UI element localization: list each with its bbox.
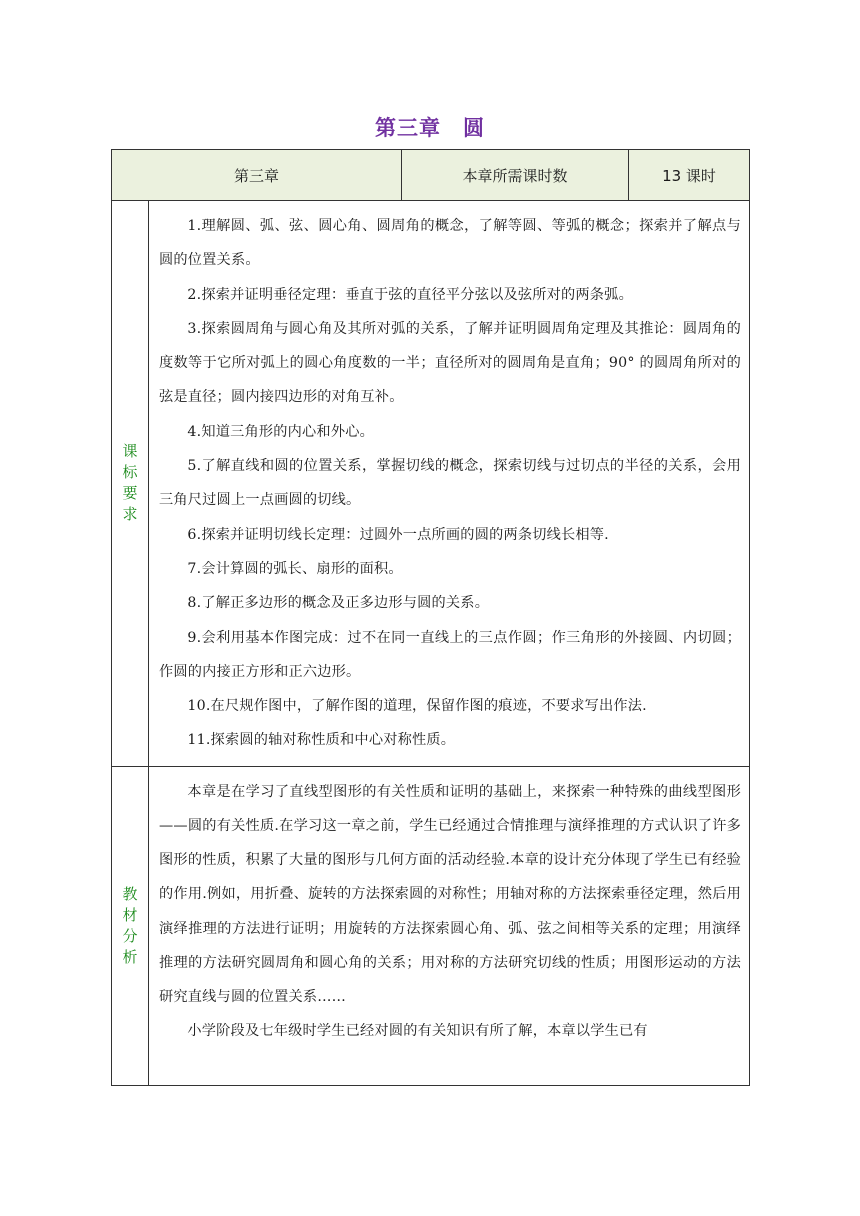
requirement-item: 11.探索圆的轴对称性质和中心对称性质。 — [187, 732, 456, 749]
page-title: 第三章 圆 — [375, 116, 485, 140]
analysis-paragraph: 小学阶段及七年级时学生已经对圆的有关知识有所了解，本章以学生已有 — [187, 1023, 648, 1040]
requirement-item: 6.探索并证明切线长定理：过圆外一点所画的圆的两条切线长相等. — [187, 526, 609, 543]
section-label-requirements: 课 标 要 求 — [112, 201, 149, 767]
analysis-content — [149, 766, 750, 1085]
textbook-analysis-row — [112, 766, 750, 1085]
requirement-item: 1.理解圆、弧、弦、圆心角、圆周角的概念，了解等圆、等弧的概念；探索并了解点与圆的位置关系。 — [159, 218, 742, 269]
requirement-item: 5.了解直线和圆的位置关系，掌握切线的概念，探索切线与过切点的半径的关系，会用三角尺过圆上一点画圆的切线。 — [159, 458, 742, 509]
requirements-content — [149, 201, 750, 767]
analysis-paragraph: 本章是在学习了直线型图形的有关性质和证明的基础上，来探索一种特殊的曲线型图形——圆的有关性质.在学习这一章之前，学生已经通过合情推理与演绎推理的方式认识了许多图形的性质，积累了大量的图形与几何方面的活动经验.本章的设计充分体现了学生已有经验的作用.例如，用折叠、旋转的方法探索圆的对称性；用轴对称的方法探索垂径定理，然后用演绎推理的方法进行证明；用旋转的方法探索圆心角、弧、弦之间相等关系的定理；用演绎推理的方法研究圆周角和圆心角的关系；用对称的方法研究切线的性质；用图形运动的方法研究直线与圆的位置关系…… — [159, 783, 742, 1005]
section-label-analysis: 教 材 分 析 — [112, 766, 149, 1085]
chapter-cell: 第三章 — [112, 150, 402, 201]
table-header-row — [112, 150, 750, 201]
chapter-plan-table — [111, 149, 750, 1086]
hours-label-cell: 本章所需课时数 — [402, 150, 629, 201]
requirement-item: 4.知道三角形的内心和外心。 — [187, 423, 374, 440]
requirement-item: 2.探索并证明垂径定理：垂直于弦的直径平分弦以及弦所对的两条弧。 — [187, 286, 633, 303]
requirement-item: 8.了解正多边形的概念及正多边形与圆的关系。 — [187, 595, 490, 612]
requirement-item: 10.在尺规作图中，了解作图的道理，保留作图的痕迹，不要求写出作法. — [187, 698, 647, 715]
curriculum-requirements-row — [112, 201, 750, 767]
requirement-item: 3.探索圆周角与圆心角及其所对弧的关系，了解并证明圆周角定理及其推论：圆周角的度数等于它所对弧上的圆心角度数的一半；直径所对的圆周角是直角；90° 的圆周角所对的弦是直径；圆内接四边形的对角互补。 — [159, 320, 742, 406]
hours-value-cell: 13 课时 — [629, 150, 750, 201]
requirement-item: 7.会计算圆的弧长、扇形的面积。 — [187, 560, 403, 577]
requirement-item: 9.会利用基本作图完成：过不在同一直线上的三点作圆；作三角形的外接圆、内切圆；作圆的内接正方形和正六边形。 — [159, 629, 742, 680]
